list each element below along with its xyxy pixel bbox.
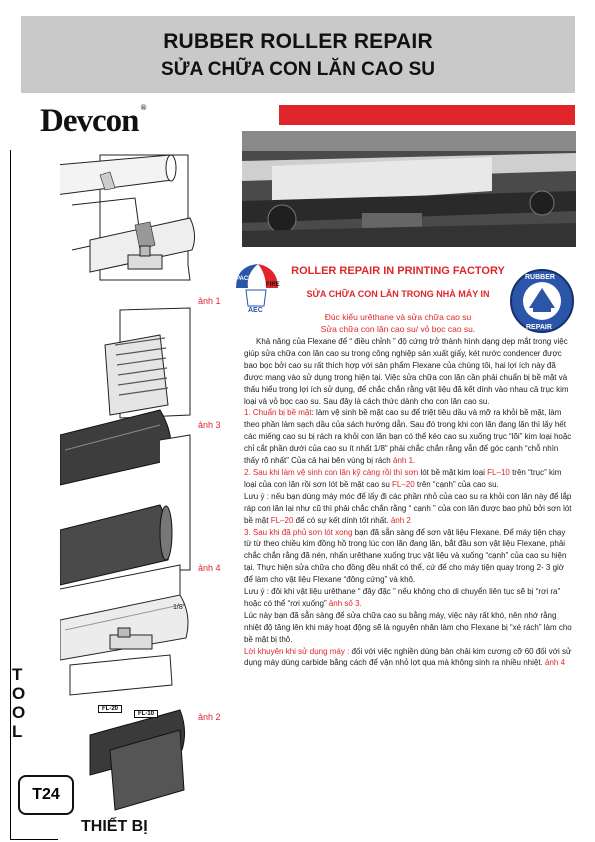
step-2-text-a: lót bề mặt kim loại (418, 467, 485, 477)
tool-vertical-label (12, 665, 24, 741)
tool-letter: T (12, 665, 23, 684)
illustration-1 (60, 155, 195, 280)
ready-paragraph: Lúc này bạn đã sẵn sàng để sửa chữa cao su bằng máy, việc này rất khó, nên nhớ rằng nhiệt độ tăng lên khi máy hoạt động sẽ là nguyên nhân làm cho Flexane bị “xé rách” làm cho bề mặt bị thô. (244, 610, 572, 644)
note-2-text: Lưu ý : đôi khi vật liệu urêthane “ đây đặc ” nếu không cho di chuyển liên tục sẽ bị “rơi ra” hoặc có thể “rơi xuống” (244, 587, 561, 608)
category-label: THIẾT BỊ (81, 818, 148, 835)
photo-machinery-icon (242, 131, 576, 247)
page-title: RUBBER ROLLER REPAIR (163, 30, 433, 53)
body-text (244, 336, 574, 669)
logo-text: Devcon (40, 103, 139, 139)
illustration-3 (105, 308, 190, 418)
note-1-paragraph (244, 491, 574, 527)
devcon-logo (40, 103, 145, 140)
rubber-repair-badge (509, 268, 575, 334)
tool-letter: L (12, 722, 23, 741)
badge-repair-text: REPAIR (526, 324, 552, 331)
advice-paragraph (244, 646, 574, 670)
page-code-box (18, 775, 74, 815)
advice-text: đối với việc nghiền dùng bàn chải kim cương cỡ 60 đối với sử dụng máy dùng carbide bằng cách để vận nhỏ lợt qua mà không sinh ra nhiều nhiệt. (244, 646, 572, 668)
step-2-fl10: FL–10 (487, 467, 510, 477)
badge-fire-text: FIRE (266, 282, 280, 288)
note-2-figure-ref: ảnh số 3. (328, 598, 362, 608)
step-2-label: 2. Sau khi làm vệ sinh con lăn kỹ càng rồi thì sơn (244, 467, 419, 477)
step-3-text: bạn đã sẵn sàng để sơn vật liệu Flexane. Để máy tiện chạy từ từ theo chiều kim đồng hồ trong lúc con lăn đang lăn, bắt đầu sơn vật liệu Flexane, phải chắc chắn rằng đã nén, nhấn urêthane xuống trục vật liệu và xuống “cạnh” của cao su hiện tại. Thực hiện sửa chữa cho đồng đều nhất có thể, cứ để cho máy tiện quay trong 2- 3 giờ để làm cho vật liệu Flexane “đông cứng” và khô. (244, 527, 567, 585)
note-2-paragraph (244, 586, 574, 610)
logo-registered-mark: ® (140, 103, 146, 112)
section-heading-en: ROLLER REPAIR IN PRINTING FACTORY (291, 265, 505, 277)
badge-rubber-text: RUBBER (525, 274, 555, 281)
advice-label: Lời khuyên khi sử dụng máy : (244, 646, 350, 656)
step-2-text-c: trên “cạnh” của cao su. (414, 479, 499, 489)
step-1-label: 1. Chuẩn bị bề mặt (244, 408, 312, 418)
page-code: T24 (32, 786, 60, 803)
section-heading-vi: SỬA CHỮA CON LĂN TRONG NHÀ MÁY IN (306, 289, 490, 299)
dimension-label: 1/8" (173, 604, 186, 611)
step-3-label: 3. Sau khi đã phủ sơn lót xong (244, 527, 353, 537)
intro-paragraph: Khả năng của Flexane để “ điều chỉnh ” độ cứng trở thành hình dạng dẹp mắt trong việc giúp sửa chữa con lăn cao su trong công nghiệp sản xuất giấy, két nước condencer được bao bọc bởi cao su rất thích hợp với sản phẩm Flexane của chúng tôi, hai lợi ích này đã được mang vào sử dụng trong hiện tại. Việc sửa chữa con lăn cần phải chuẩn bị bề mặt và thấu hiểu trong lợi ích sử dụng, để chắc chắn rằng vật liệu đã kết dính vào nhau cả trục kim loại và vỏ bọc cao su. Sau đây là cách thức dành cho con lăn cao su. (244, 337, 569, 406)
step-1-text: : làm vệ sinh bề mặt cao su để triệt tiêu dầu và mỡ ra khỏi bề mặt, làm theo phần làm sạch dầu của sách hướng dẫn. Sau đó trong khi con lăn đang lăn thì lấy hết các miếng cao su bị rách ra khỏi con lăn bạn có thể kéo cao su xuống trục “lõi” kim loại hoặc chỉ cắt phần dưới của cao su ít nhất 1/8” phải chắc chắn rằng vẫn để góc cạnh “chỗ nhìn thấy rõ nhất” Của cả hai bên vùng bị rách (244, 408, 572, 466)
figure-label-1: ảnh 1 (198, 296, 221, 306)
page-subtitle: SỬA CHỮA CON LĂN CAO SU (161, 59, 435, 80)
note-1-tail: để có sự kết dính tốt nhất. (293, 515, 389, 525)
figure-label-4: ảnh 4 (198, 563, 221, 573)
step-3-paragraph (244, 527, 574, 587)
note-1-text: Lưu ý : nếu bạn dùng máy móc để lấy đi các phần nhỏ của cao su ra khỏi con lăn này để lắp ráp con lăn lại như cũ thì phải chắc chắn rằng “ cạnh ” của con lăn được bao phủ bởi sơn lót bề mặt (244, 491, 572, 525)
advice-figure-ref: ảnh 4 (545, 658, 566, 668)
fl20-tag: FL-20 (98, 705, 122, 713)
illustration-2 (60, 595, 188, 810)
badge-aec-text: AEC (248, 307, 263, 314)
section-subheading-2: Sửa chữa con lăn cao su/ vỏ bọc cao su. (320, 324, 476, 334)
step-2-text-b: trên “trục” kim loại của con lăn rồi sơn lót bề mặt cao su (244, 467, 562, 489)
fl10-tag: FL-10 (134, 710, 158, 718)
note-1-fl20: FL–20 (270, 515, 294, 525)
badge-pacific-text: PACIFIC (236, 276, 260, 282)
note-1-figure-ref: ảnh 2 (390, 515, 411, 525)
tool-letter: O (12, 703, 26, 722)
section-subheading-1: Đúc kiểu urêthane và sửa chữa cao su (324, 312, 472, 322)
step-2-fl20: FL–20 (392, 479, 415, 489)
roller-illustrations (60, 150, 240, 830)
step-1-paragraph (244, 407, 574, 467)
printing-press-photo (242, 131, 576, 247)
figure-label-3: ảnh 3 (198, 420, 221, 430)
figure-label-2: ảnh 2 (198, 712, 221, 722)
tool-letter: O (12, 684, 26, 703)
step-1-figure-ref: ảnh 1. (393, 456, 416, 466)
pacific-fire-logo (226, 258, 284, 316)
header-band (21, 16, 575, 93)
step-2-paragraph (244, 467, 574, 491)
red-accent-bar (279, 105, 575, 125)
